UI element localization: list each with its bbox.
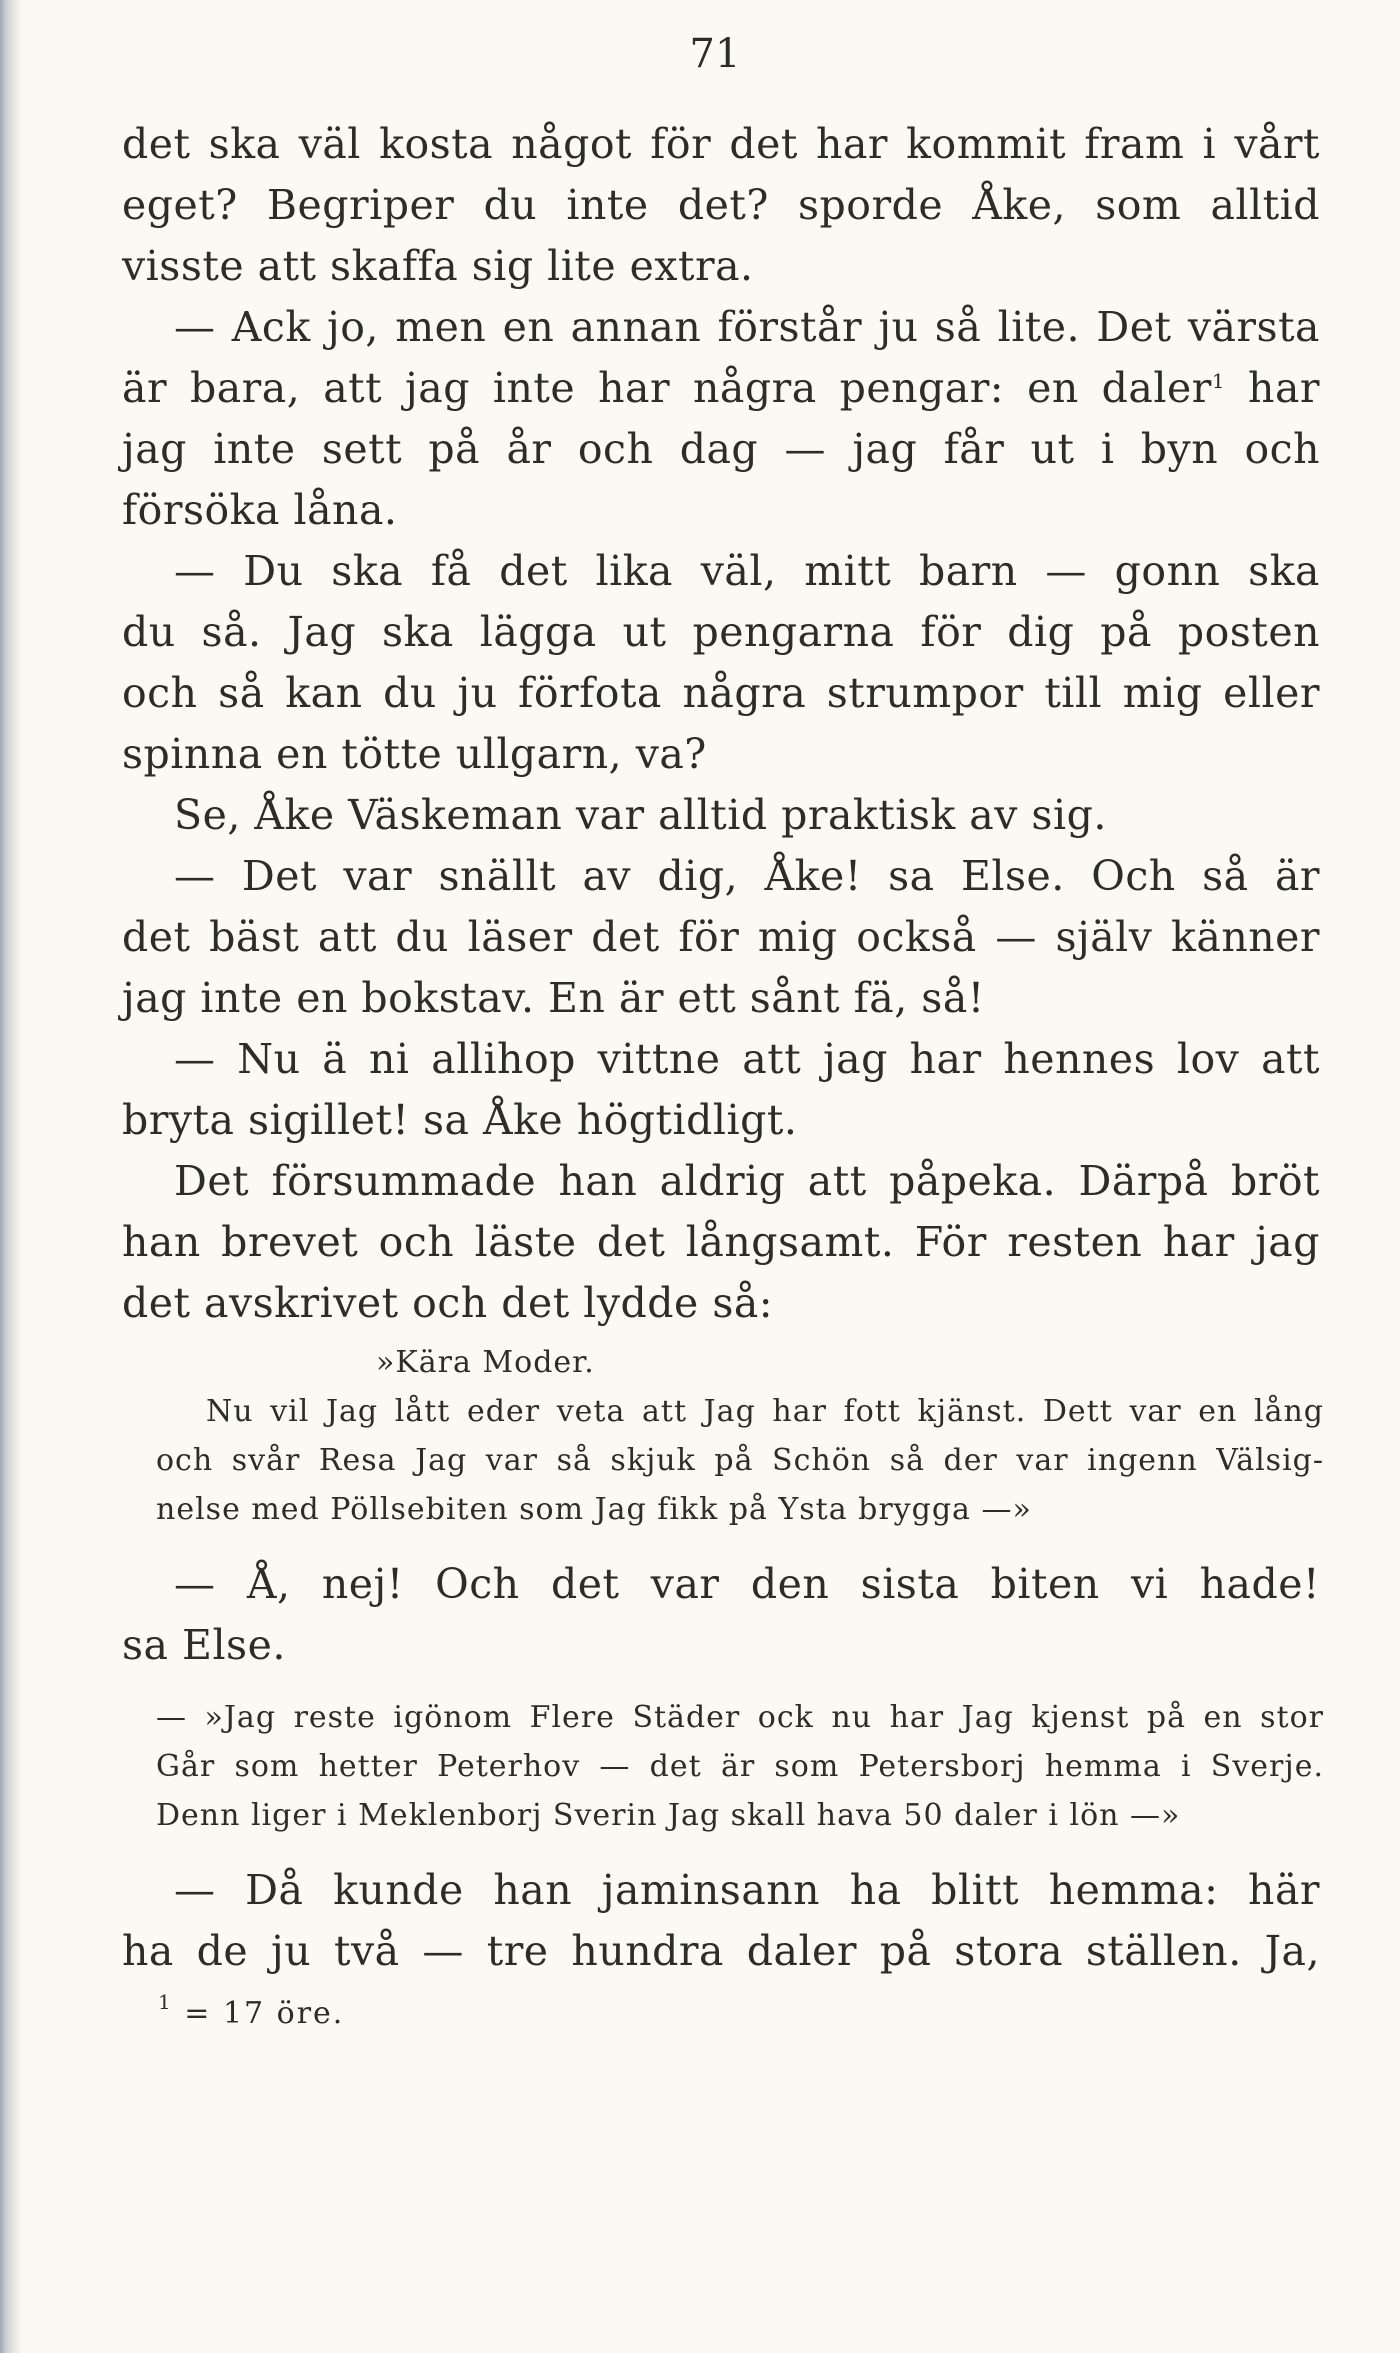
letter-greeting: »Kära Moder.: [376, 1345, 595, 1380]
text-line: försöka låna.: [122, 486, 398, 534]
letter-line: — »Jag reste igönom Flere Städer ock nu har Jag kjenst på en stor: [156, 1700, 1324, 1735]
page-edge-shadow: [0, 0, 22, 2353]
text-line-with-footnote: [122, 358, 1320, 419]
letter-excerpt-2: [156, 1693, 1324, 1840]
text-line: visste att skaffa sig lite extra.: [122, 242, 754, 290]
text-line: — Du ska få det lika väl, mitt barn — gonn ska: [174, 547, 1320, 595]
text-line: spinna en tötte ullgarn, va?: [122, 730, 707, 778]
letter-line: Denn liger i Meklenborj Sverin Jag skall hava 50 daler i lön —»: [156, 1798, 1181, 1833]
footnote: [158, 1990, 345, 2034]
footnote-reference: 1: [1211, 369, 1226, 393]
letter-excerpt-1: [156, 1338, 1324, 1534]
text-line: han brevet och läste det långsamt. För resten har jag: [122, 1218, 1320, 1266]
text-line: — Nu ä ni allihop vittne att jag har hennes lov att: [174, 1035, 1320, 1083]
text-line: Se, Åke Väskeman var alltid praktisk av sig.: [174, 791, 1107, 839]
text-line: — Då kunde han jaminsann ha blitt hemma: här: [174, 1866, 1320, 1914]
text-fragment: har: [1225, 364, 1320, 412]
text-line: — Å, nej! Och det var den sista biten vi hade!: [174, 1560, 1320, 1608]
text-line: sa Else.: [122, 1621, 286, 1669]
paragraph-block-2: [122, 1554, 1320, 1676]
letter-line: och svår Resa Jag var så skjuk på Schön så der var ingenn Välsig-: [156, 1443, 1324, 1478]
text-line: och så kan du ju förfota några strumpor till mig eller: [122, 669, 1320, 717]
text-line: du så. Jag ska lägga ut pengarna för dig på posten: [122, 608, 1320, 656]
paragraph-block-3: [122, 1860, 1320, 1982]
text-line: — Ack jo, men en annan förstår ju så lite. Det värsta: [174, 303, 1320, 351]
page-number: 71: [689, 31, 741, 77]
text-fragment: är bara, att jag inte har några pengar: en daler: [122, 364, 1212, 412]
paragraph-block-1: [122, 114, 1320, 1334]
text-line: eget? Begriper du inte det? sporde Åke, som alltid: [122, 181, 1320, 229]
text-line: — Det var snällt av dig, Åke! sa Else. Och så är: [174, 852, 1320, 900]
text-line: bryta sigillet! sa Åke högtidligt.: [122, 1096, 798, 1144]
letter-line: Går som hetter Peterhov — det är som Petersborj hemma i Sverje.: [156, 1749, 1324, 1784]
text-line: det avskrivet och det lydde så:: [122, 1279, 774, 1327]
text-line: ha de ju två — tre hundra daler på stora ställen. Ja,: [122, 1927, 1320, 1975]
letter-line: nelse med Pöllsebiten som Jag fikk på Ysta brygga —»: [156, 1492, 1032, 1527]
footnote-text: = 17 öre.: [172, 1996, 345, 2031]
text-line: det bäst att du läser det för mig också — själv känner: [122, 913, 1320, 961]
text-line: jag inte sett på år och dag — jag får ut i byn och: [122, 425, 1320, 473]
letter-line: Nu vil Jag lått eder veta att Jag har fott kjänst. Dett var en lång: [206, 1394, 1324, 1429]
text-line: jag inte en bokstav. En är ett sånt fä, så!: [122, 974, 985, 1022]
text-line: det ska väl kosta något för det har kommit fram i vårt: [122, 120, 1320, 168]
footnote-mark: 1: [158, 1990, 173, 2014]
text-line: Det försummade han aldrig att påpeka. Därpå bröt: [174, 1157, 1320, 1205]
